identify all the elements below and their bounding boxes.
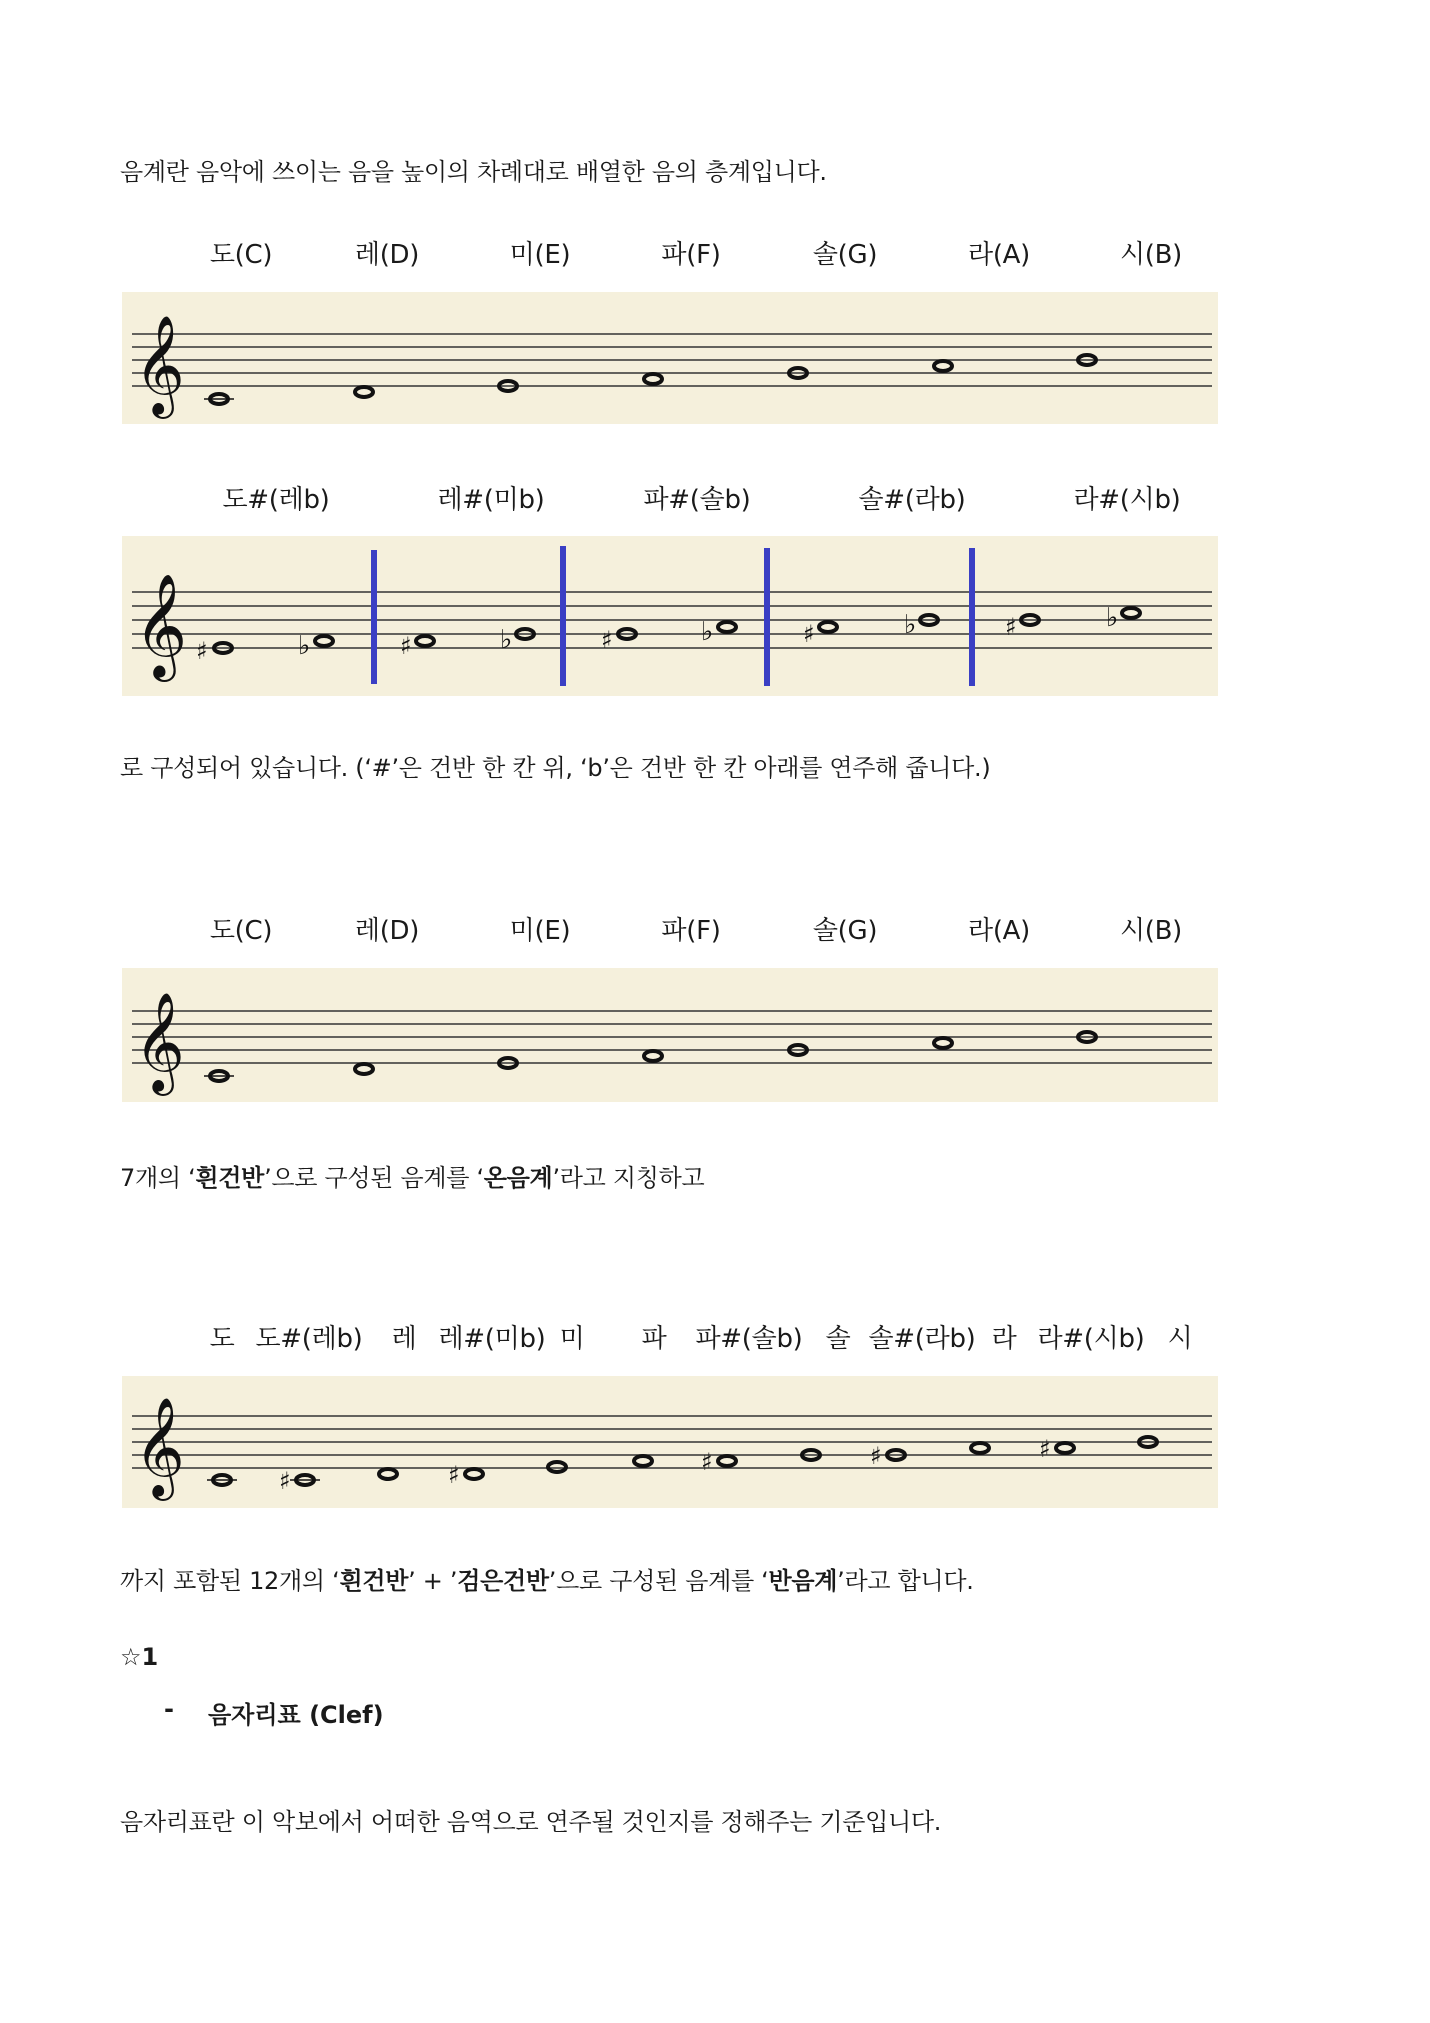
staff2-labels bbox=[0, 479, 1430, 519]
svg-text:♯: ♯ bbox=[803, 620, 815, 648]
bold-term: 검은건반 bbox=[457, 1567, 549, 1595]
svg-text:♭: ♭ bbox=[1106, 603, 1119, 633]
svg-text:♭: ♭ bbox=[298, 631, 311, 661]
staff-chromatic-scale bbox=[122, 1376, 1218, 1508]
svg-text:♯: ♯ bbox=[279, 1467, 291, 1495]
note-label: 레#(미b) bbox=[438, 1324, 546, 1354]
bold-term: 흰건반 bbox=[195, 1164, 265, 1192]
note-label: 도#(레b) bbox=[255, 1324, 363, 1354]
svg-text:♭: ♭ bbox=[500, 625, 513, 655]
staff4-labels bbox=[0, 1318, 1430, 1358]
treble-clef-icon: 𝄞 bbox=[134, 573, 188, 678]
note-label: 라 bbox=[991, 1324, 1017, 1354]
note-label: 시 bbox=[1167, 1324, 1193, 1354]
staff-accidentals bbox=[122, 536, 1218, 696]
note-label: 라(A) bbox=[968, 240, 1030, 270]
note-label: 파#(솔b) bbox=[695, 1324, 803, 1354]
note-label: 솔#(라b) bbox=[868, 1324, 976, 1354]
note-label: 솔 bbox=[825, 1324, 851, 1354]
note-label: 시(B) bbox=[1119, 240, 1183, 270]
note-label: 라(A) bbox=[968, 916, 1030, 946]
note-label: 도(C) bbox=[209, 916, 273, 946]
treble-clef-icon: 𝄞 bbox=[134, 1397, 185, 1497]
note-label: 도(C) bbox=[209, 240, 273, 270]
note-label: 파#(솔b) bbox=[643, 485, 751, 515]
note-label: 레#(미b) bbox=[437, 485, 545, 515]
note-label: 미(E) bbox=[509, 916, 571, 946]
svg-text:♭: ♭ bbox=[904, 610, 917, 640]
note-label: 도 bbox=[209, 1324, 235, 1354]
note-label: 파(F) bbox=[661, 240, 721, 270]
note-label: 미(E) bbox=[509, 240, 571, 270]
barline bbox=[764, 548, 770, 686]
svg-text:♯: ♯ bbox=[870, 1442, 882, 1470]
section-marker: ☆1 bbox=[120, 1643, 159, 1671]
svg-text:♯: ♯ bbox=[448, 1461, 460, 1489]
svg-text:♯: ♯ bbox=[400, 632, 412, 660]
note-label: 시(B) bbox=[1119, 916, 1183, 946]
svg-text:♯: ♯ bbox=[196, 637, 208, 665]
barline bbox=[560, 546, 566, 686]
bold-term: 온음계 bbox=[483, 1164, 553, 1192]
intro-text: 음계란 음악에 쓰이는 음을 높이의 차례대로 배열한 음의 층계입니다. bbox=[120, 158, 827, 186]
note-label: 라#(시b) bbox=[1073, 485, 1181, 515]
bullet: - bbox=[164, 1695, 174, 1723]
barline bbox=[969, 548, 975, 686]
section-heading: 음자리표 (Clef) bbox=[208, 1701, 384, 1729]
note-label: 파(F) bbox=[661, 916, 721, 946]
bold-term: 반음계 bbox=[768, 1567, 838, 1595]
barline bbox=[371, 550, 377, 684]
treble-clef-icon: 𝄞 bbox=[134, 315, 185, 415]
note-label: 솔#(라b) bbox=[858, 485, 966, 515]
major-scale-text: 7개의 ‘흰건반’으로 구성된 음계를 ‘온음계’라고 지칭하고 bbox=[120, 1164, 705, 1192]
svg-text:♭: ♭ bbox=[701, 617, 714, 647]
note-label: 솔(G) bbox=[812, 240, 878, 270]
staff1-labels bbox=[0, 234, 1430, 274]
staff-major-scale bbox=[122, 968, 1218, 1102]
svg-text:♯: ♯ bbox=[1039, 1435, 1051, 1463]
bold-term: 흰건반 bbox=[339, 1567, 409, 1595]
chromatic-scale-text: 까지 포함된 12개의 ‘흰건반’ + ’검은건반’으로 구성된 음계를 ‘반음계’라고 합니다. bbox=[120, 1567, 974, 1595]
note-label: 도#(레b) bbox=[222, 485, 330, 515]
svg-text:♯: ♯ bbox=[601, 626, 613, 654]
note-label: 미 bbox=[559, 1324, 585, 1354]
accidental-explanation: 로 구성되어 있습니다. (‘#’은 건반 한 칸 위, ‘b’은 건반 한 칸 아래를 연주해 줍니다.) bbox=[120, 754, 991, 782]
svg-text:♯: ♯ bbox=[701, 1448, 713, 1476]
staff-natural-notes bbox=[122, 292, 1218, 424]
treble-clef-icon: 𝄞 bbox=[134, 992, 185, 1092]
clef-explanation: 음자리표란 이 악보에서 어떠한 음역으로 연주될 것인지를 정해주는 기준입니다. bbox=[120, 1808, 942, 1836]
note-label: 파 bbox=[641, 1324, 667, 1354]
svg-text:♯: ♯ bbox=[1005, 613, 1017, 641]
staff3-labels bbox=[0, 910, 1430, 950]
note-label: 레(D) bbox=[354, 240, 420, 270]
note-label: 솔(G) bbox=[812, 916, 878, 946]
note-label: 레(D) bbox=[354, 916, 420, 946]
note-label: 레 bbox=[391, 1324, 417, 1354]
note-label: 라#(시b) bbox=[1037, 1324, 1145, 1354]
